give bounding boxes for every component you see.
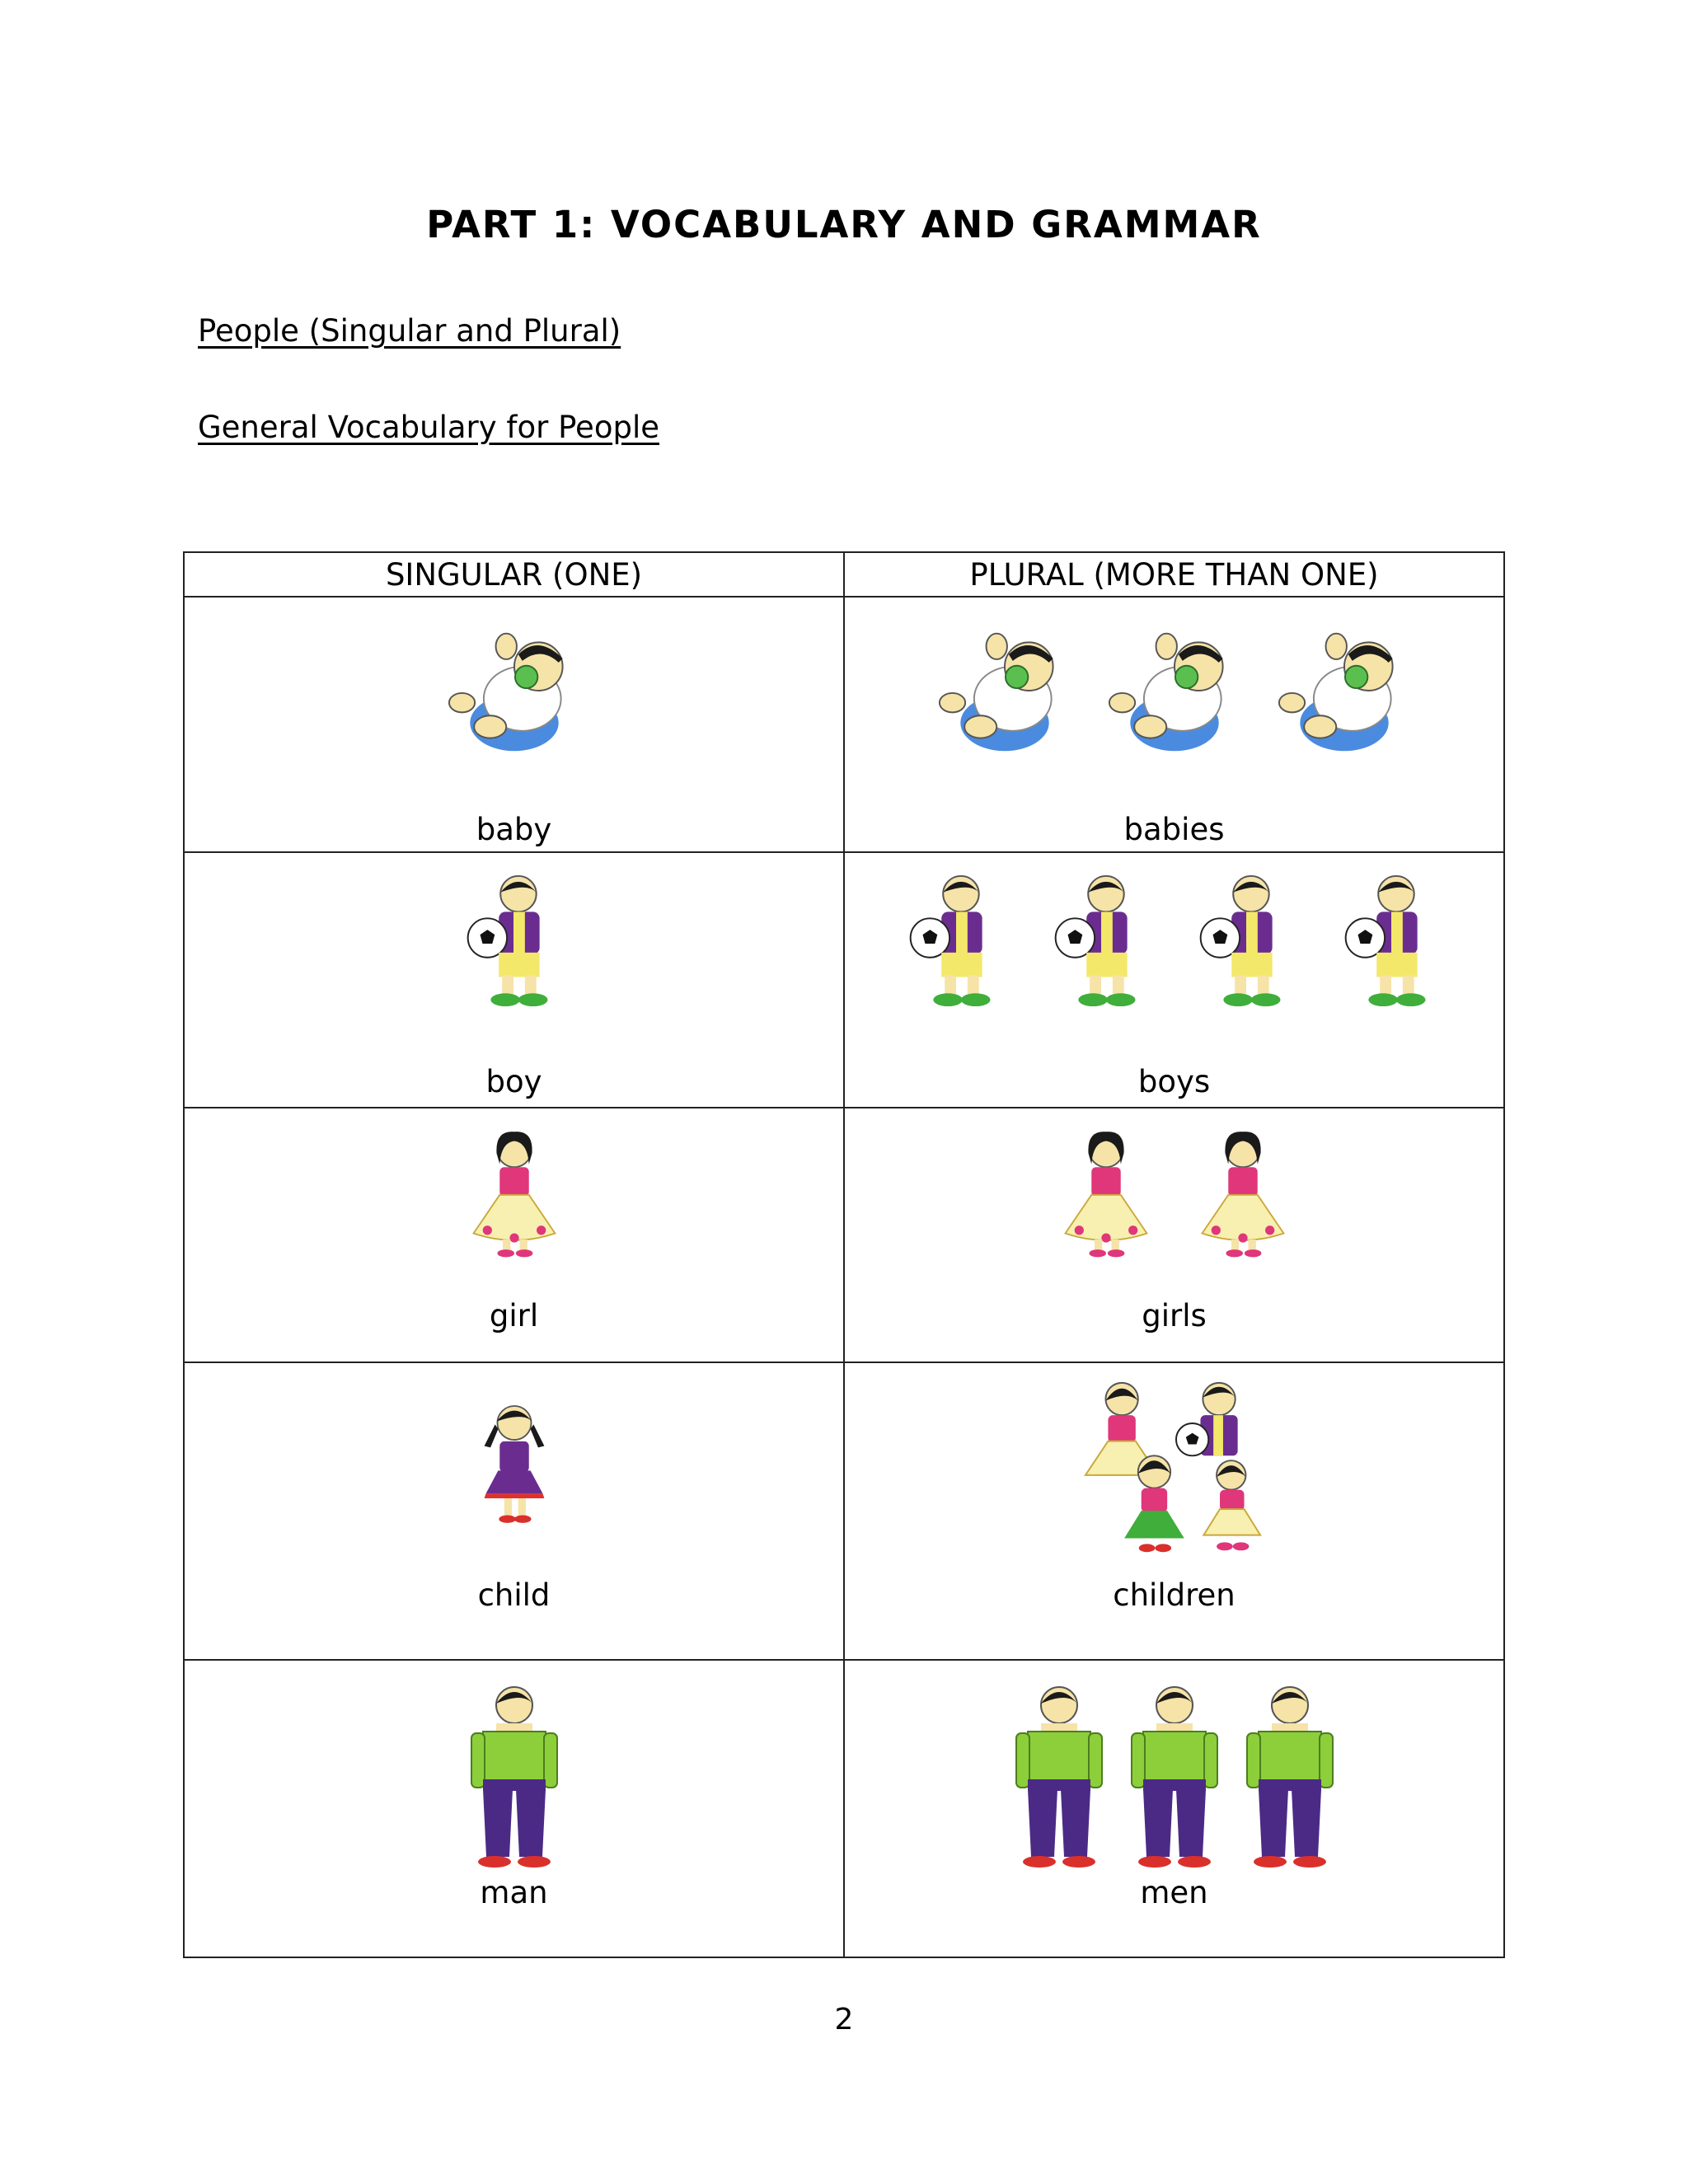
plural-cell [844, 597, 1504, 852]
child-picture [457, 1394, 572, 1533]
boy-picture [1032, 871, 1172, 1010]
singular-cell [184, 1660, 844, 1957]
boy-picture [887, 871, 1027, 1010]
page-number: 2 [834, 2003, 854, 2036]
word-plural: girls [1142, 1298, 1207, 1333]
singular-cell [184, 1362, 844, 1660]
baby-picture [934, 622, 1076, 759]
baby-picture [1104, 622, 1245, 759]
page-title: PART 1: VOCABULARY AND GRAMMAR [426, 203, 1262, 246]
plural-cell [844, 1362, 1504, 1660]
children-group-picture [1076, 1376, 1273, 1563]
man-picture [1240, 1682, 1339, 1872]
baby-picture [1273, 622, 1415, 759]
plural-cell [844, 852, 1504, 1108]
section-heading-general-vocabulary: General Vocabulary for People [198, 410, 659, 445]
section-heading-people: People (Singular and Plural) [198, 313, 621, 349]
header-plural: PLURAL (MORE THAN ONE) [844, 552, 1504, 597]
word-plural: boys [1137, 1064, 1211, 1099]
word-plural: children [1113, 1577, 1236, 1613]
girl-picture [1048, 1127, 1164, 1258]
baby-picture [443, 622, 585, 759]
word-singular: boy [485, 1064, 542, 1099]
singular-cell [184, 852, 844, 1108]
table-row [184, 1660, 1504, 1957]
vocabulary-table [183, 551, 1505, 1958]
boy-picture [1322, 871, 1462, 1010]
man-picture [465, 1682, 564, 1872]
man-picture [1010, 1682, 1109, 1872]
table-row [184, 597, 1504, 852]
boy-picture [444, 871, 584, 1010]
girl-picture [1185, 1127, 1301, 1258]
word-singular: baby [476, 812, 552, 847]
singular-cell [184, 597, 844, 852]
word-singular: girl [489, 1298, 539, 1333]
table-header-row [184, 552, 1504, 597]
word-singular: man [480, 1875, 548, 1910]
singular-cell [184, 1108, 844, 1362]
table-row [184, 1362, 1504, 1660]
word-plural: babies [1123, 812, 1225, 847]
plural-cell [844, 1108, 1504, 1362]
table-row [184, 852, 1504, 1108]
word-singular: child [477, 1577, 551, 1613]
plural-cell [844, 1660, 1504, 1957]
boy-picture [1177, 871, 1317, 1010]
table-row [184, 1108, 1504, 1362]
header-singular: SINGULAR (ONE) [184, 552, 844, 597]
word-plural: men [1140, 1875, 1208, 1910]
girl-picture [457, 1127, 572, 1258]
man-picture [1125, 1682, 1224, 1872]
